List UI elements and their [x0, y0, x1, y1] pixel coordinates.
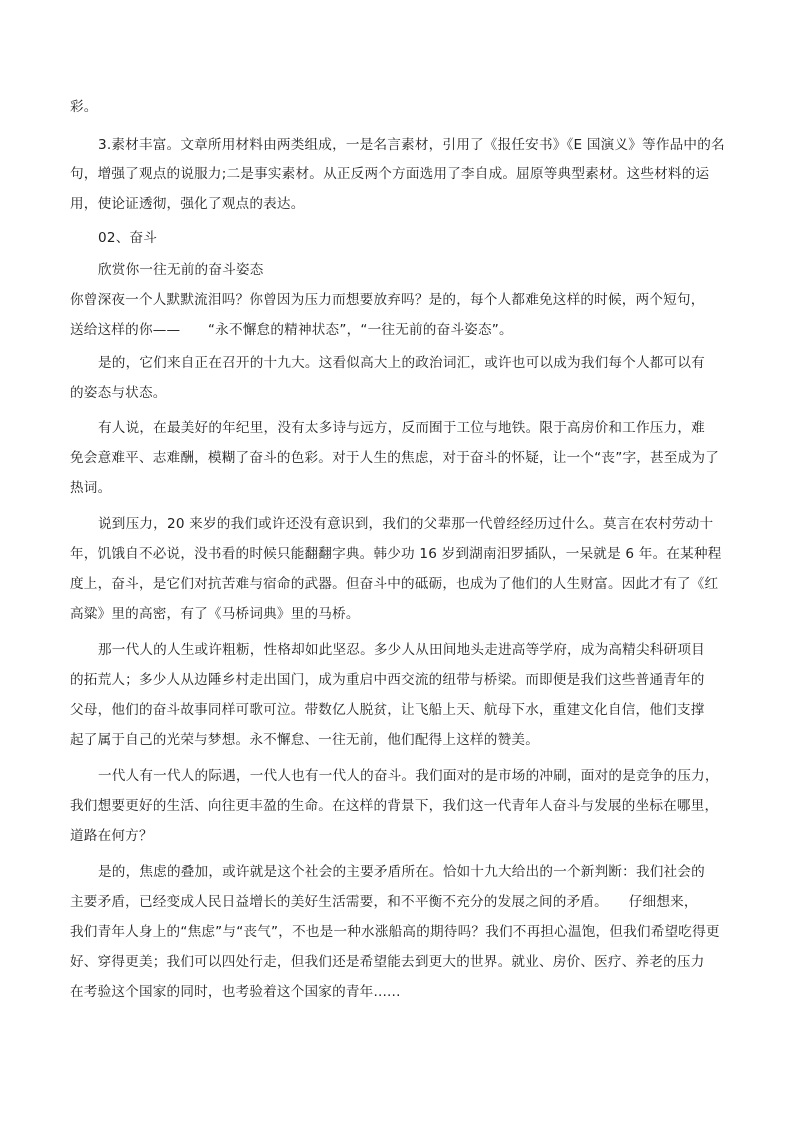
- text-line: 彩。: [70, 99, 98, 115]
- text-line: 高粱》里的高密，有了《马桥词典》里的马桥。: [70, 606, 360, 622]
- text-line: 热词。: [70, 480, 112, 496]
- text-line: 送给这样的你—— “永不懈怠的精神状态”，“一往无前的奋斗姿态”。: [70, 322, 513, 338]
- text-line: 起了属于自己的光荣与梦想。永不懈怠、一往无前，他们配得上这样的赞美。: [70, 732, 539, 748]
- text-line: 我们青年人身上的“焦虑”与“丧气”，不也是一种水涨船高的期待吗？我们不再担心温饱，但我们希望吃得更: [70, 924, 720, 940]
- text-line: 的拓荒人；多少人从边陲乡村走出国门，成为重启中西交流的纽带与桥梁。而即便是我们这些普通青年的: [70, 672, 705, 688]
- text-line: 我们想要更好的生活、向往更丰盈的生命。在这样的背景下，我们这一代青年人奋斗与发展的坐标在哪里，: [70, 798, 719, 814]
- section-heading: 02、奋斗: [98, 230, 158, 246]
- text-line: 是的，它们来自正在召开的十九大。这看似高大上的政治词汇，或许也可以成为我们每个人都可以有: [98, 355, 705, 371]
- text-line: 好、穿得更美；我们可以四处行走，但我们还是希望能去到更大的世界。就业、房价、医疗、养老的压力: [70, 954, 705, 970]
- text-line: 度上，奋斗，是它们对抗苦难与宿命的武器。但奋斗中的砥砺，也成为了他们的人生财富。因此才有了《红: [70, 576, 719, 592]
- text-line: 在考验这个国家的同时，也考验着这个国家的青年......: [70, 984, 401, 1000]
- text-line: 一代人有一代人的际遇，一代人也有一代人的奋斗。我们面对的是市场的冲刷，面对的是竞争的压力，: [98, 768, 719, 784]
- article-title: 欣赏你一往无前的奋斗姿态: [98, 262, 264, 278]
- text-line: 是的，焦虑的叠加，或许就是这个社会的主要矛盾所在。恰如十九大给出的一个新判断：我们社会的: [98, 864, 705, 880]
- text-line: 免会意难平、志难酬，模糊了奋斗的色彩。对于人生的焦虑，对于奋斗的怀疑，让一个“丧”字，甚至成为了: [70, 450, 719, 466]
- text-line: 3.素材丰富。文章所用材料由两类组成，一是名言素材，引用了《报任安书》《E 国演义》等作品中的名: [98, 137, 725, 153]
- text-line: 那一代人的人生或许粗粝，性格却如此坚忍。多少人从田间地头走进高等学府，成为高精尖科研项目: [98, 642, 705, 658]
- text-line: 道路在何方？: [70, 828, 153, 844]
- text-line: 年，饥饿自不必说，没书看的时候只能翻翻字典。韩少功 16 岁到湖南汨罗插队，一呆就是 6 年。在某种程: [70, 546, 722, 562]
- text-line: 主要矛盾，已经变成人民日益增长的美好生活需要，和不平衡不充分的发展之间的矛盾。 仔细想来，: [70, 894, 698, 910]
- text-line: 用，使论证透彻，强化了观点的表达。: [70, 196, 305, 212]
- text-line: 有人说，在最美好的年纪里，没有太多诗与远方，反而囿于工位与地铁。限于高房价和工作压力，难: [98, 420, 705, 436]
- text-line: 句，增强了观点的说服力;二是事实素材。从正反两个方面选用了李自成。屈原等典型素材。这些材料的运: [70, 166, 710, 182]
- text-line: 说到压力，20 来岁的我们或许还没有意识到，我们的父辈那一代曾经经历过什么。莫言在农村劳动十: [98, 516, 714, 532]
- text-line: 的姿态与状态。: [70, 385, 167, 401]
- text-line: 你曾深夜一个人默默流泪吗？你曾因为压力而想要放弃吗？是的，每个人都难免这样的时候，两个短句，: [70, 292, 705, 308]
- text-line: 父母，他们的奋斗故事同样可歌可泣。带数亿人脱贫，让飞船上天、航母下水，重建文化自信，他们支撑: [70, 702, 705, 718]
